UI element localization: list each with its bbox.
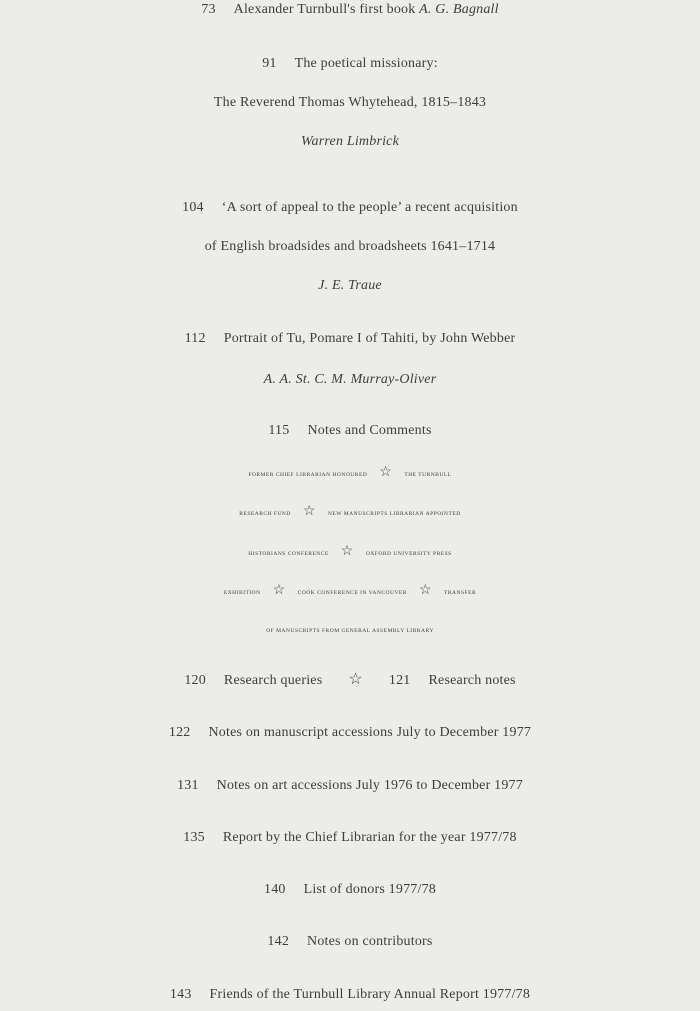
page-number: 142 — [267, 934, 290, 949]
toc-entry — [0, 416, 700, 446]
entry-title: Research queries — [223, 673, 323, 688]
page-number: 104 — [182, 200, 204, 215]
page-number: 91 — [262, 56, 277, 71]
star-icon: ☆ — [302, 504, 316, 519]
page-number: 112 — [184, 331, 206, 346]
toc-entry — [0, 324, 700, 354]
entry-author: A. G. Bagnall — [419, 2, 499, 17]
page-number: 73 — [201, 2, 216, 17]
toc-entry — [0, 0, 700, 25]
star-icon: ☆ — [272, 583, 286, 598]
toc-entry — [0, 980, 700, 1010]
page-number: 121 — [388, 673, 411, 688]
entry-title: Notes on contributors — [307, 934, 433, 949]
notes-item: NEW MANUSCRIPTS LIBRARIAN APPOINTED — [327, 511, 461, 517]
notes-item: THE TURNBULL — [404, 472, 452, 478]
notes-line — [0, 542, 700, 564]
entry-title: The poetical missionary: — [294, 56, 438, 71]
page-number: 131 — [177, 778, 199, 793]
entry-title: Research notes — [428, 673, 516, 688]
entry-author: J. E. Traue — [318, 278, 382, 293]
entry-title: Friends of the Turnbull Library Annual Report 1977/78 — [209, 987, 531, 1002]
toc-entry — [0, 927, 700, 957]
entry-title: ‘A sort of appeal to the people’ a recent acquisition — [221, 200, 518, 215]
toc-entry — [0, 193, 700, 223]
entry-title: Notes on manuscript accessions July to December 1977 — [208, 725, 532, 740]
entry-title-continued: of English broadsides and broadsheets 1641–1714 — [204, 239, 496, 254]
page-number: 115 — [268, 423, 290, 438]
toc-entry — [0, 875, 700, 905]
page-number: 135 — [183, 830, 205, 845]
toc-entry — [0, 718, 700, 748]
entry-title: Notes and Comments — [307, 423, 432, 438]
star-icon: ☆ — [379, 465, 393, 480]
entry-author: A. A. St. C. M. Murray-Oliver — [263, 372, 437, 387]
star-icon: ☆ — [418, 583, 433, 598]
toc-entry — [0, 771, 700, 801]
entry-title: Alexander Turnbull's first book — [233, 2, 416, 17]
page-number: 120 — [184, 673, 206, 688]
page-number: 122 — [168, 725, 191, 740]
notes-item: FORMER CHIEF LIBRARIAN HONOURED — [248, 472, 368, 478]
star-icon: ☆ — [340, 544, 354, 559]
page-number: 143 — [169, 987, 192, 1002]
notes-line — [0, 463, 700, 485]
entry-title: Notes on art accessions July 1976 to December 1977 — [216, 778, 523, 793]
notes-item: HISTORIANS CONFERENCE — [248, 551, 329, 557]
entry-title-continued: The Reverend Thomas Whytehead, 1815–1843 — [213, 95, 487, 110]
toc-entry-research — [0, 665, 700, 696]
page-number: 140 — [264, 882, 286, 897]
entry-author: Warren Limbrick — [300, 134, 400, 149]
notes-line — [0, 621, 700, 641]
notes-item: EXHIBITION — [223, 590, 261, 596]
notes-item: RESEARCH FUND — [239, 511, 291, 517]
notes-line — [0, 581, 700, 603]
entry-title: List of donors 1977/78 — [303, 882, 436, 897]
notes-item: OF MANUSCRIPTS FROM GENERAL ASSEMBLY LIBRARY — [266, 628, 434, 634]
entry-title: Portrait of Tu, Pomare I of Tahiti, by John Webber — [223, 331, 516, 346]
entry-title: Report by the Chief Librarian for the year 1977/78 — [222, 830, 517, 845]
notes-item: OXFORD UNIVERSITY PRESS — [365, 551, 452, 557]
notes-item: TRANSFER — [444, 590, 477, 596]
notes-item: COOK CONFERENCE IN VANCOUVER — [297, 590, 407, 596]
notes-line — [0, 502, 700, 524]
toc-entry — [0, 823, 700, 853]
star-icon: ☆ — [348, 671, 363, 688]
toc-entry — [0, 49, 700, 79]
